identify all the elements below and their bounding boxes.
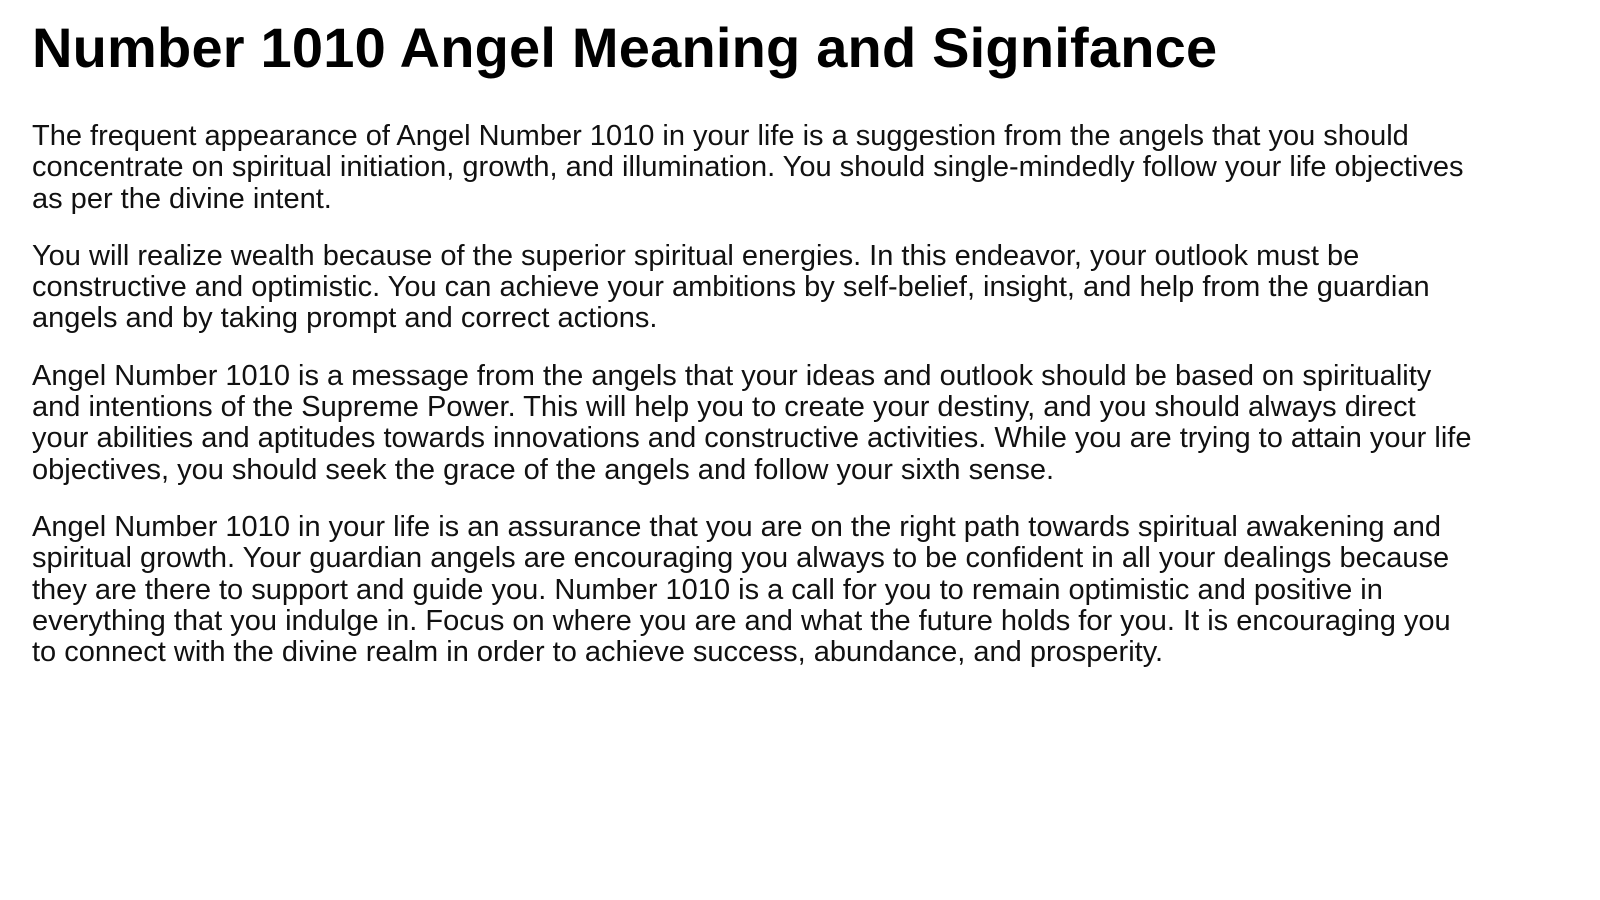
paragraph-assurance: Angel Number 1010 in your life is an assurance that you are on the right path towards spiritual awakening and spiritual growth. Your guardian angels are encouraging you always to be confident in all your dealings because they are there to support and guide you. Number 1010 is a call for you to remain optimistic and positive in everything that you indulge in. Focus on where you are and what the future holds for you. It is encouraging you to connect with the divine realm in order to achieve success, abundance, and prosperity. [32,510,1451,669]
paragraph-wealth: You will realize wealth because of the superior spiritual energies. In this endeavor, your outlook must be constructive and optimistic. You can achieve your ambitions by self-belief, insight, and help from the guardian angels and by taking prompt and correct actions. [32,239,1430,335]
page-title: Number 1010 Angel Meaning and Signifance [32,16,1218,79]
article-body [32,121,1472,668]
paragraph-intro: The frequent appearance of Angel Number 1010 in your life is a suggestion from the angels that you should concentrate on spiritual initiation, growth, and illumination. You should single-mindedly follow your life objectives as per the divine intent. [32,120,1464,215]
paragraph-spirituality: Angel Number 1010 is a message from the angels that your ideas and outlook should be based on spirituality and intentions of the Supreme Power. This will help you to create your destiny, and you should always direct your abilities and aptitudes towards innovations and constructive activities. While you are trying to attain your life objectives, you should seek the grace of the angels and follow your sixth sense. [32,359,1472,486]
